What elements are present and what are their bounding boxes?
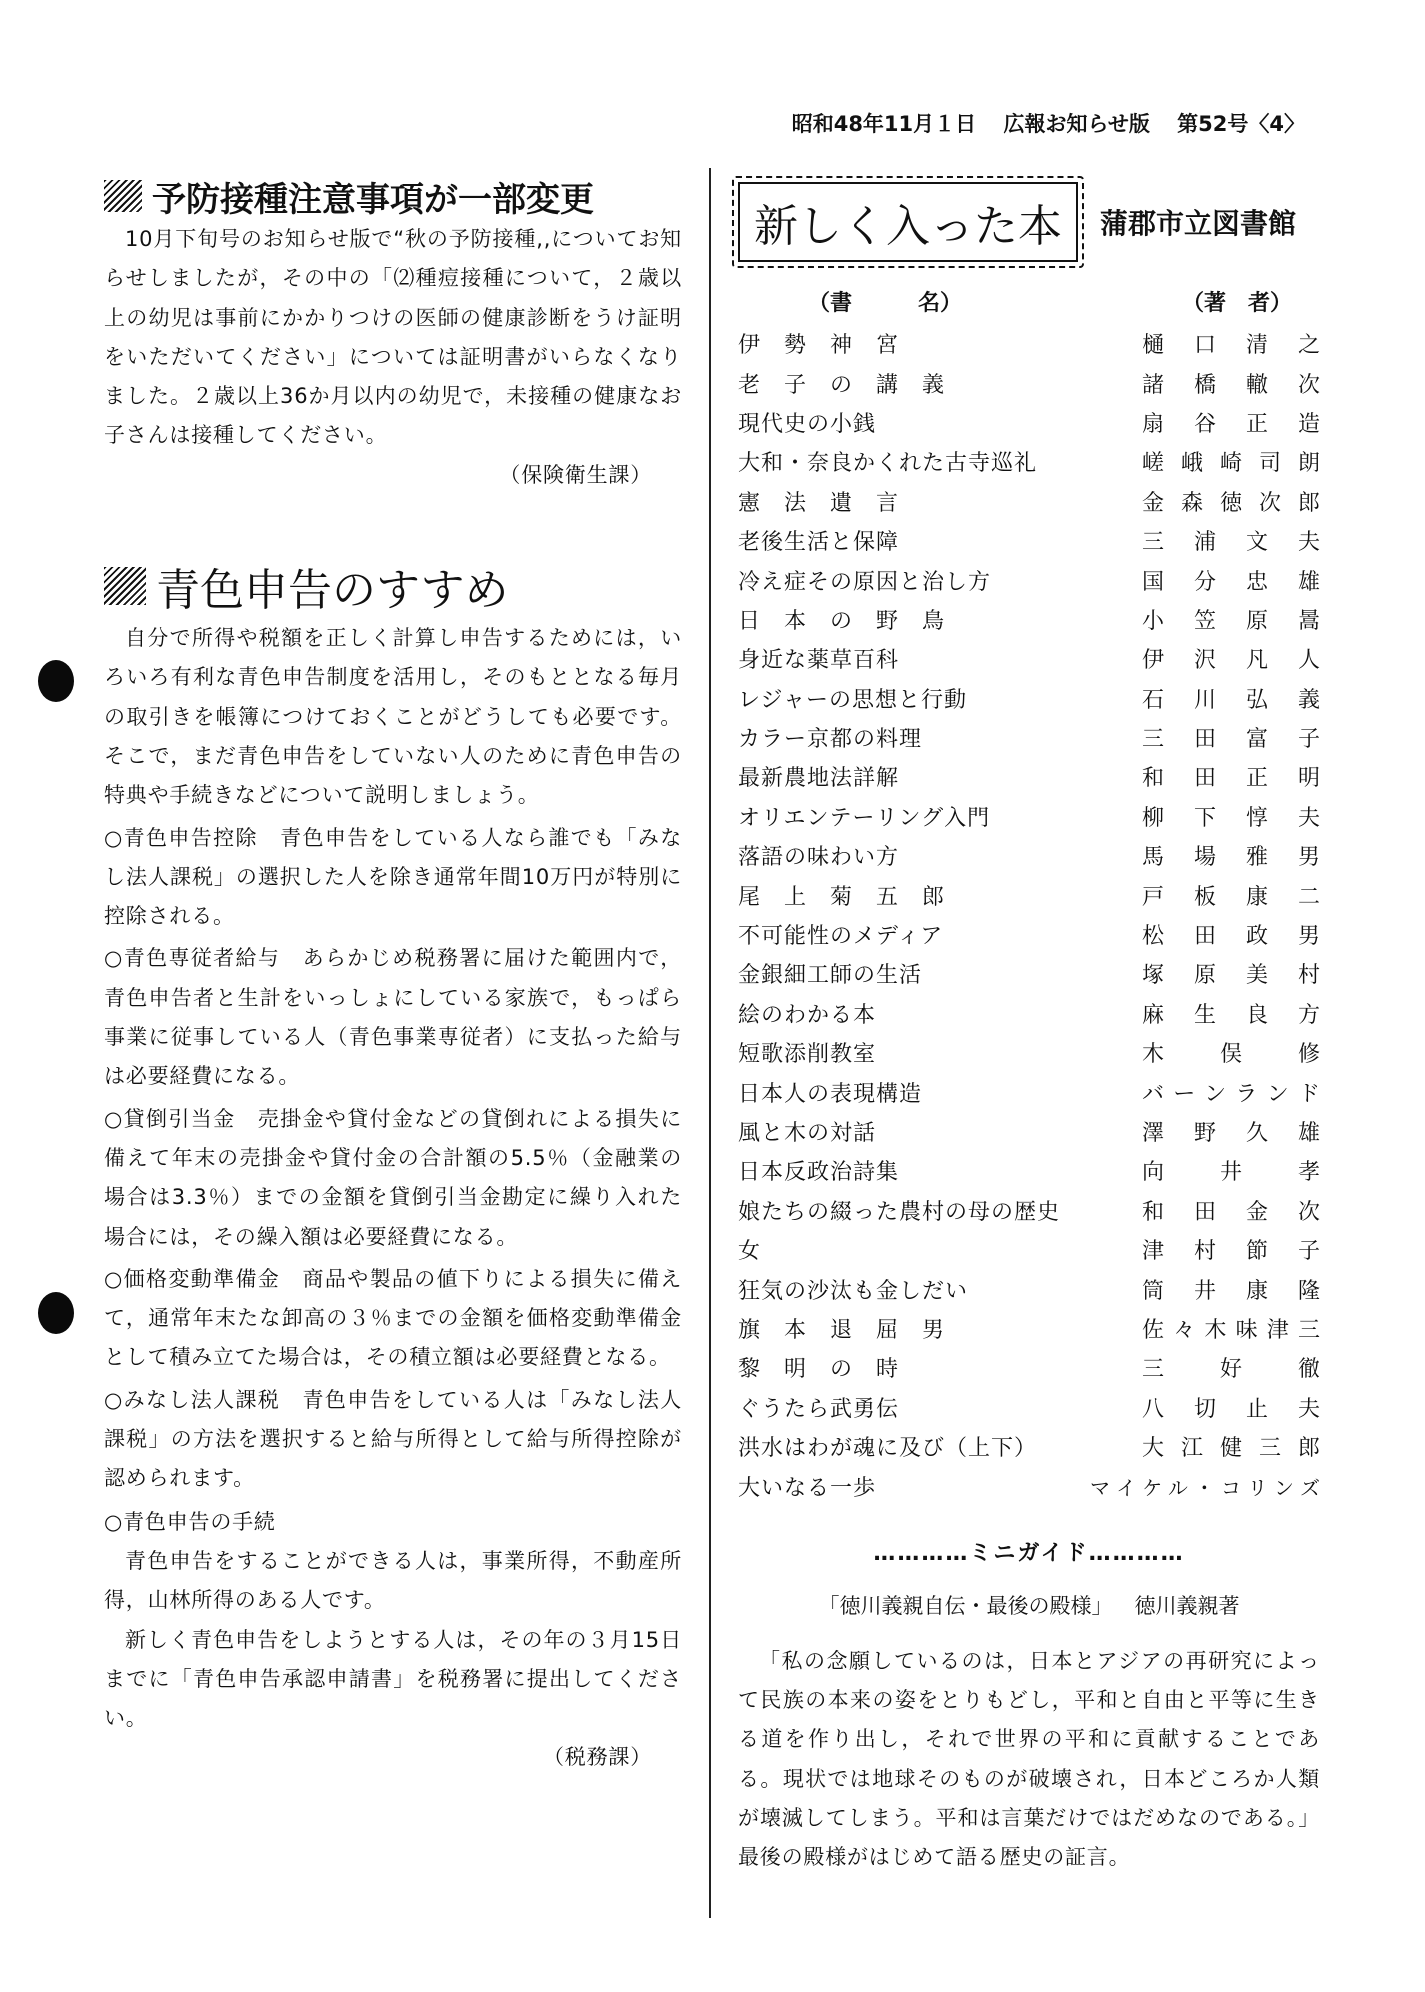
book-title: 洪水はわが魂に及び（上下） xyxy=(738,1436,1038,1462)
book-row xyxy=(738,875,1320,914)
book-row xyxy=(738,1151,1320,1190)
book-row xyxy=(738,1033,1320,1072)
book-row xyxy=(738,639,1320,678)
book-author: 三田富子 xyxy=(1142,727,1320,753)
book-row xyxy=(738,482,1320,521)
blue-return-section-title xyxy=(104,553,682,619)
book-title: 日本反政治詩集 xyxy=(738,1160,900,1186)
book-title: 短歌添削教室 xyxy=(738,1042,877,1068)
book-author: 金森徳次郎 xyxy=(1142,490,1320,516)
book-author: 三好徹 xyxy=(1142,1357,1320,1383)
header-publication: 広報お知らせ版 xyxy=(1003,112,1150,136)
new-books-banner: 新しく入った本 xyxy=(738,182,1078,262)
procedure-application xyxy=(104,1621,682,1778)
book-title: 大いなる一歩 xyxy=(738,1475,877,1501)
book-row xyxy=(738,442,1320,481)
book-title: カラー京都の料理 xyxy=(738,727,923,753)
book-list-header xyxy=(738,286,1320,320)
book-row xyxy=(738,363,1320,402)
book-title: レジャーの思想と行動 xyxy=(738,687,968,713)
guide-book-title: 「徳川義親自伝・最後の殿様」 xyxy=(818,1593,1113,1618)
book-row xyxy=(738,521,1320,560)
book-author: 八切止夫 xyxy=(1142,1396,1320,1422)
book-title: 大和・奈良かくれた古寺巡礼 xyxy=(738,451,1038,477)
book-author: 松田政男 xyxy=(1142,924,1320,950)
book-title: 現代史の小銭 xyxy=(738,411,877,437)
book-title: 黎 明 の 時 xyxy=(738,1357,900,1383)
procedure-application-text: 新しく青色申告をしようとする人は，その年の３月15日までに「青色申告承認申請書」を税務署に提出してください。 xyxy=(104,1627,682,1731)
book-row xyxy=(738,403,1320,442)
book-title: 憲 法 遺 言 xyxy=(738,490,900,516)
book-title: 日本人の表現構造 xyxy=(738,1081,923,1107)
book-author: 向井孝 xyxy=(1142,1160,1320,1186)
book-author: 筒井康隆 xyxy=(1142,1278,1320,1304)
hatch-marker-icon xyxy=(104,180,142,212)
col-title-header: （書 名） xyxy=(808,291,963,316)
book-row xyxy=(738,915,1320,954)
book-title: 冷え症その原因と治し方 xyxy=(738,569,992,595)
book-author: 嵯峨崎司朗 xyxy=(1142,451,1320,477)
book-row xyxy=(738,1466,1320,1505)
vaccination-body-text: 10月下旬号のお知らせ版で“秋の予防接種,,についてお知らせしましたが，その中の「⑵種痘接種について，２歳以上の幼児は事前にかかりつけの医師の健康診断をうけ証明をいただいてください」については証明書がいらなくなりました。２歳以上36か月以内の幼児で，未接種の健康なお子さんは接種してください。 xyxy=(104,227,682,448)
book-author: 和田金次 xyxy=(1142,1199,1320,1225)
col-author-header: （著 者） xyxy=(1181,291,1292,316)
blue-return-intro: 自分で所得や税額を正しく計算し申告するためには，いろいろ有利な青色申告制度を活用し，そのもととなる毎月の取引きを帳簿につけておくことがどうしても必要です。そこで，まだ青色申告をしていない人のために青色申告の特典や手続きなどについて説明しましょう。 xyxy=(104,626,682,808)
book-author: 扇谷正造 xyxy=(1142,411,1320,437)
book-row xyxy=(738,324,1320,363)
blue-return-item-price-reserve: ○価格変動準備金 商品や製品の値下りによる損失に備えて，通常年末たな卸高の３％までの金額を価格変動準備金として積み立てた場合は，その積立額は必要経費となる。 xyxy=(104,1266,682,1370)
book-author: 樋口清之 xyxy=(1142,333,1320,359)
hatch-marker-icon xyxy=(104,567,146,605)
mini-guide-heading: …………ミニガイド………… xyxy=(873,1540,1185,1566)
book-author: 柳下惇夫 xyxy=(1142,805,1320,831)
book-title: 伊 勢 神 宮 xyxy=(738,333,900,359)
book-title: 身近な薬草百科 xyxy=(738,648,900,674)
book-title: 絵のわかる本 xyxy=(738,1002,877,1028)
vaccination-body xyxy=(104,220,682,495)
header-date: 昭和48年11月１日 xyxy=(791,112,977,136)
book-title: 最新農地法詳解 xyxy=(738,766,900,792)
book-author: 馬場雅男 xyxy=(1142,845,1320,871)
book-author: 三浦文夫 xyxy=(1142,530,1320,556)
page-header xyxy=(772,108,1305,138)
library-name: 蒲郡市立図書館 xyxy=(1100,207,1297,240)
book-list xyxy=(738,324,1320,1506)
book-row xyxy=(738,994,1320,1033)
book-row xyxy=(738,560,1320,599)
punch-hole-bottom xyxy=(38,1292,74,1334)
book-title: 不可能性のメディア xyxy=(738,924,944,950)
book-row xyxy=(738,1269,1320,1308)
book-row xyxy=(738,1191,1320,1230)
book-row xyxy=(738,1230,1320,1269)
book-author: 津村節子 xyxy=(1142,1239,1320,1265)
book-title: ぐうたら武勇伝 xyxy=(738,1396,900,1422)
book-row xyxy=(738,600,1320,639)
book-title: オリエンテーリング入門 xyxy=(738,805,991,831)
book-title: 老後生活と保障 xyxy=(738,530,900,556)
mini-guide-book xyxy=(738,1590,1320,1630)
book-title: 狂気の沙汰も金しだい xyxy=(738,1278,969,1304)
book-author: 諸橋轍次 xyxy=(1142,372,1320,398)
book-title: 風と木の対話 xyxy=(738,1121,877,1146)
book-title: 女 xyxy=(738,1239,762,1265)
book-title: 金銀細工師の生活 xyxy=(738,963,923,989)
book-author: 国分忠雄 xyxy=(1142,569,1320,595)
library-banner xyxy=(738,172,1320,272)
book-row xyxy=(738,1348,1320,1387)
header-issue: 第52号〈4〉 xyxy=(1177,112,1305,136)
book-author: バーンランド xyxy=(1142,1081,1320,1107)
book-title: 老 子 の 講 義 xyxy=(738,372,946,398)
book-row xyxy=(738,1388,1320,1427)
book-row xyxy=(738,1309,1320,1348)
book-row xyxy=(738,954,1320,993)
book-author: マイケル・コリンズ xyxy=(1090,1475,1320,1500)
blue-return-item-corporate-tax: ○みなし法人課税 青色申告をしている人は「みなし法人課税」の方法を選択すると給与所得として給与所得控除が認められます。 xyxy=(104,1387,682,1491)
book-title: 落語の味わい方 xyxy=(738,845,900,871)
book-row xyxy=(738,679,1320,718)
book-author: 和田正明 xyxy=(1142,766,1320,792)
book-row xyxy=(738,797,1320,836)
vaccination-dept: （保険衛生課） xyxy=(499,462,652,487)
book-author: 戸板康二 xyxy=(1142,884,1320,910)
book-row xyxy=(738,718,1320,757)
guide-book-author: 徳川義親著 xyxy=(1134,1593,1240,1618)
blue-return-dept: （税務課） xyxy=(543,1745,652,1770)
book-row xyxy=(738,1072,1320,1111)
left-column xyxy=(104,172,682,1778)
book-title: 旗 本 退 屈 男 xyxy=(738,1317,946,1343)
book-title: 娘たちの綴った農村の母の歴史 xyxy=(738,1199,1061,1225)
column-divider xyxy=(709,168,711,1918)
right-column xyxy=(738,172,1320,1878)
book-title: 尾 上 菊 五 郎 xyxy=(738,884,946,910)
blue-return-item-deduction: ○青色申告控除 青色申告をしている人なら誰でも「みなし法人課税」の選択した人を除き通常年間10万円が特別に控除される。 xyxy=(104,825,682,929)
book-author: 伊沢凡人 xyxy=(1142,648,1320,674)
blue-return-item-family-salary: ○青色専従者給与 あらかじめ税務署に届けた範囲内で，青色申告者と生計をいっしょにしている家族で，もっぱら事業に従事している人（青色事業専従者）に支払った給与は必要経費になる。 xyxy=(104,946,682,1089)
mini-guide-text: 「私の念願しているのは，日本とアジアの再研究によって民族の本来の姿をとりもどし，平和と自由と平等に生きる道を作り出し，それで世界の平和に貢献することである。現状では地球そのものが破壊され，日本どころか人類が壊滅してしまう。平和は言葉だけではだめなのである。」最後の殿様がはじめて語る歴史の証言。 xyxy=(738,1648,1320,1870)
book-author: 小笠原暠 xyxy=(1142,608,1320,634)
book-row xyxy=(738,1427,1320,1466)
book-row xyxy=(738,1112,1320,1151)
book-author: 麻生良方 xyxy=(1142,1002,1320,1028)
punch-hole-top xyxy=(38,660,74,702)
book-author: 澤野久雄 xyxy=(1142,1121,1320,1146)
book-title: 日 本 の 野 鳥 xyxy=(738,608,946,634)
blue-return-title-text: 青色申告のすすめ xyxy=(156,565,509,617)
procedure-eligibility: 青色申告をすることができる人は，事業所得，不動産所得，山林所得のある人です。 xyxy=(104,1548,682,1613)
blue-return-item-bad-debt: ○貸倒引当金 売掛金や貸付金などの貸倒れによる損失に備えて年末の売掛金や貸付金の合計額の5.5％（金融業の場合は3.3％）までの金額を貸倒引当金勘定に繰り入れた場合には，その繰入額は必要経費になる。 xyxy=(104,1106,682,1249)
book-row xyxy=(738,757,1320,796)
book-author: 石川弘義 xyxy=(1142,687,1320,713)
vaccination-title-text: 予防接種注意事項が一部変更 xyxy=(152,179,594,220)
book-author: 大江健三郎 xyxy=(1142,1436,1320,1462)
book-row xyxy=(738,836,1320,875)
procedure-heading: ○青色申告の手続 xyxy=(104,1509,276,1534)
book-author: 佐々木味津三 xyxy=(1142,1317,1320,1343)
book-author: 塚原美村 xyxy=(1142,963,1320,989)
vaccination-section-title xyxy=(104,172,682,220)
book-author: 木俣修 xyxy=(1142,1042,1320,1068)
